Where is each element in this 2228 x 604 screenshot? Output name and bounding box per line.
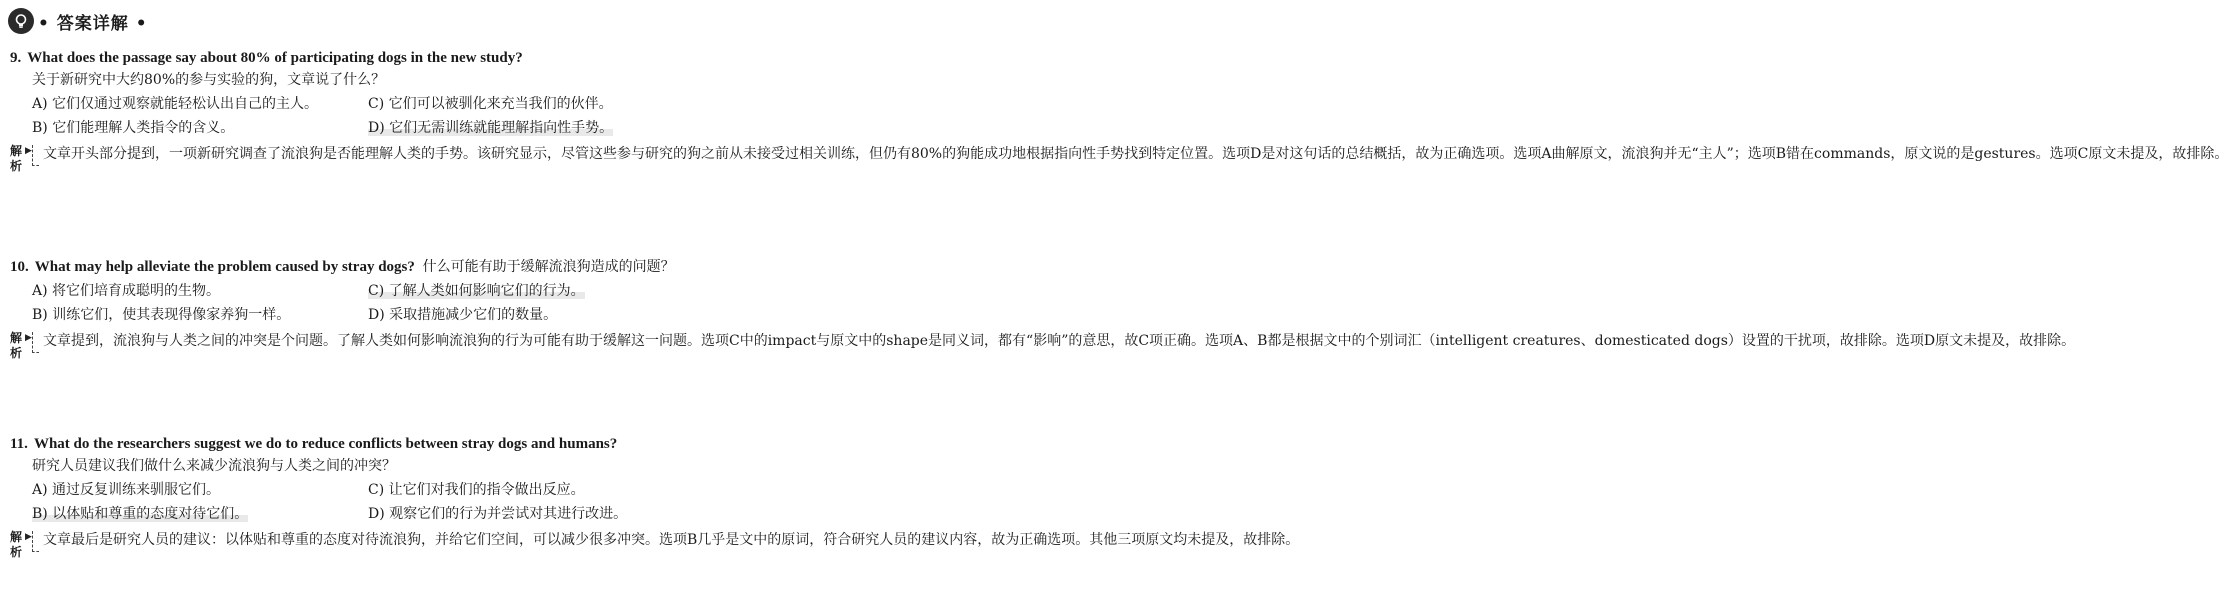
option-b xyxy=(32,502,368,526)
question-block xyxy=(10,47,2228,173)
analysis-text: 文章最后是研究人员的建议：以体贴和尊重的态度对待流浪狗，并给它们空间，可以减少很多冲突。选项B几乎是文中的原词，符合研究人员的建议内容，故为正确选项。其他三项原文均未提及，故排除。 xyxy=(43,532,1300,548)
option-c: C) 它们可以被驯化来充当我们的伙伴。 xyxy=(368,96,613,112)
analysis-label: 解析 xyxy=(10,331,23,360)
question-text-en: What does the passage say about 80% of participating dogs in the new study? xyxy=(27,50,523,66)
arrow-icon: ▶ xyxy=(25,532,32,542)
question-text-en: What may help alleviate the problem caused by stray dogs? xyxy=(34,259,415,275)
question-en xyxy=(10,256,777,279)
question-en xyxy=(10,433,777,455)
question-block xyxy=(10,433,1300,559)
option-d: D) 采取措施减少它们的数量。 xyxy=(368,307,558,323)
question-number: 11. xyxy=(10,436,28,452)
analysis-label: 解析 xyxy=(10,144,23,173)
option-c: C) 让它们对我们的指令做出反应。 xyxy=(368,482,585,498)
correct-answer-highlight: D) 它们无需训练就能理解指向性手势。 xyxy=(368,120,614,136)
analysis-label: 解析 xyxy=(10,530,23,559)
answer-header xyxy=(8,6,148,36)
analysis-block xyxy=(10,329,2076,360)
section-title: • 答案详解 • xyxy=(38,13,148,34)
question-text-zh: 关于新研究中大约80%的参与实验的狗，文章说了什么？ xyxy=(32,72,386,88)
correct-answer-highlight: C) 了解人类如何影响它们的行为。 xyxy=(368,283,585,299)
lightbulb-icon xyxy=(8,8,34,34)
analysis-bracket xyxy=(32,145,39,166)
analysis-block xyxy=(10,528,1300,559)
option-c xyxy=(368,279,777,303)
option-d xyxy=(368,116,777,140)
analysis-bracket xyxy=(32,332,39,353)
arrow-icon: ▶ xyxy=(25,146,32,156)
question-en xyxy=(10,47,777,69)
option-a: A) 它们仅通过观察就能轻松认出自己的主人。 xyxy=(32,96,319,112)
options xyxy=(10,279,777,327)
question-block xyxy=(10,256,2076,360)
option-b: B) 训练它们，使其表现得像家养狗一样。 xyxy=(32,307,291,323)
option-d: D) 观察它们的行为并尝试对其进行改进。 xyxy=(368,506,628,522)
analysis-block xyxy=(10,142,2228,173)
analysis-text: 文章提到，流浪狗与人类之间的冲突是个问题。了解人类如何影响流浪狗的行为可能有助于缓解这一问题。选项C中的impact与原文中的shape是同义词，都有“影响”的意思，故C项正确。选项A、B都是根据文中的个别词汇（intelligent creatures、domesticated dogs）设置的干扰项，故排除。选项D原文未提及，故排除。 xyxy=(43,333,2076,349)
question-number: 9. xyxy=(10,50,22,66)
option-a: A) 将它们培育成聪明的生物。 xyxy=(32,283,221,299)
option-a: A) 通过反复训练来驯服它们。 xyxy=(32,482,221,498)
option-b: B) 它们能理解人类指令的含义。 xyxy=(32,120,235,136)
question-text-en: What do the researchers suggest we do to reduce conflicts between stray dogs and humans? xyxy=(33,436,618,452)
options xyxy=(10,478,777,526)
options xyxy=(10,92,777,140)
analysis-text: 文章开头部分提到，一项新研究调查了流浪狗是否能理解人类的手势。该研究显示，尽管这些参与研究的狗之前从未接受过相关训练，但仍有80%的狗能成功地根据指向性手势找到特定位置。选项D是对这句话的总结概括，故为正确选项。选项A曲解原文，流浪狗并无“主人”；选项B错在commands，原文说的是gestures。选项C原文未提及，故排除。 xyxy=(43,146,2228,162)
arrow-icon: ▶ xyxy=(25,333,32,343)
analysis-bracket xyxy=(32,531,39,552)
question-text-zh: 什么可能有助于缓解流浪狗造成的问题？ xyxy=(422,259,675,275)
question-text-zh: 研究人员建议我们做什么来减少流浪狗与人类之间的冲突？ xyxy=(32,458,396,474)
correct-answer-highlight: B) 以体贴和尊重的态度对待它们。 xyxy=(32,506,249,522)
question-number: 10. xyxy=(10,259,29,275)
